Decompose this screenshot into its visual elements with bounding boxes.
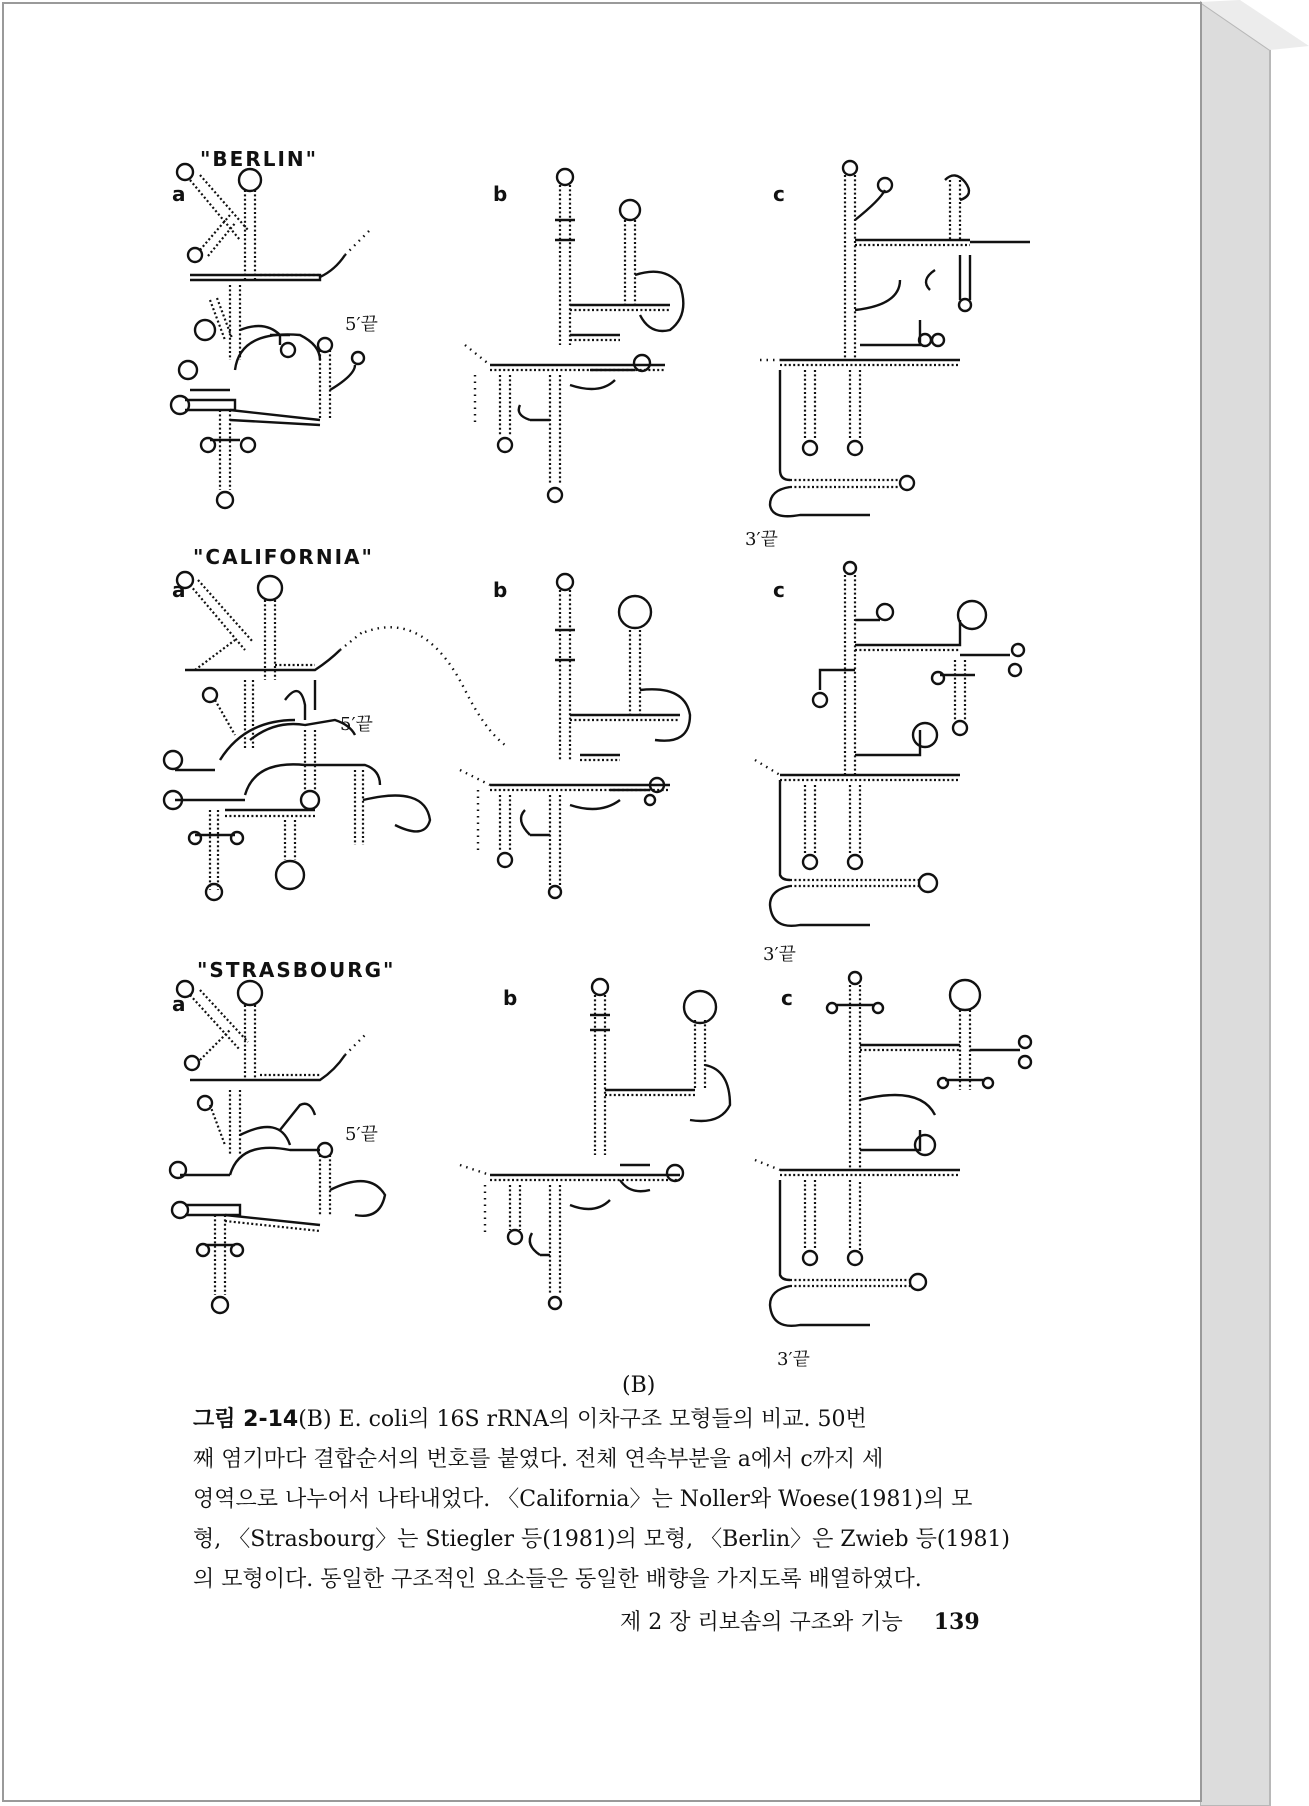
panel-label-california-b: b: [493, 578, 508, 602]
end-label-california-3prime: 3′끝: [763, 944, 796, 965]
page-footer: [620, 1605, 980, 1636]
strasbourg-b-diagram: [470, 975, 730, 1315]
berlin-a-diagram: [170, 160, 420, 510]
end-label-california-5prime: 5′끝: [340, 714, 373, 735]
berlin-c-diagram: [760, 160, 1030, 530]
panel-label-california-c: c: [773, 578, 785, 602]
panel-label-berlin-a: a: [172, 182, 186, 206]
end-label-strasbourg-5prime: 5′끝: [345, 1124, 378, 1145]
panel-label-strasbourg-a: a: [172, 992, 186, 1016]
running-head-chapter: 제 2 장 리보솜의 구조와 기능: [620, 1610, 903, 1635]
california-b-diagram: [470, 570, 730, 900]
caption-line-1: [193, 1400, 999, 1440]
california-c-diagram: [760, 560, 1030, 950]
panel-label-strasbourg-c: c: [781, 986, 793, 1010]
caption-figure-number: 그림 2-14: [193, 1407, 299, 1432]
model-title-strasbourg: "STRASBOURG": [197, 958, 396, 982]
caption-line-2: 째 염기마다 결합순서의 번호를 붙였다. 전체 연속부분을 a에서 c까지 세: [193, 1447, 884, 1472]
end-label-berlin-5prime: 5′끝: [345, 314, 378, 335]
panel-label-berlin-c: c: [773, 182, 785, 206]
model-title-california: "CALIFORNIA": [193, 545, 374, 569]
figure-caption: [193, 1400, 1011, 1600]
caption-text-1: (B) E. coli의 16S rRNA의 이차구조 모형들의 비교. 50번: [298, 1407, 867, 1432]
caption-line-5: 의 모형이다. 동일한 구조적인 요소들은 동일한 배향을 가지도록 배열하였다.: [193, 1567, 922, 1592]
panel-label-berlin-b: b: [493, 182, 508, 206]
panel-label-strasbourg-b: b: [503, 986, 518, 1010]
page-number: 139: [933, 1609, 980, 1635]
berlin-b-diagram: [470, 165, 730, 505]
end-label-strasbourg-3prime: 3′끝: [777, 1349, 810, 1370]
caption-line-3: 영역으로 나누어서 나타내었다. 〈California〉는 Noller와 Woese(1981)의 모: [193, 1487, 973, 1512]
caption-line-4: 형, 〈Strasbourg〉는 Stiegler 등(1981)의 모형, 〈Berlin〉은 Zwieb 등(1981): [193, 1527, 1011, 1552]
book-spine: [1200, 0, 1309, 1806]
model-title-berlin: "BERLIN": [200, 147, 319, 171]
figure-part-label: (B): [622, 1373, 656, 1398]
strasbourg-c-diagram: [760, 970, 1040, 1350]
end-label-berlin-3prime: 3′끝: [745, 529, 778, 550]
panel-label-california-a: a: [172, 578, 186, 602]
strasbourg-a-diagram: [170, 975, 420, 1325]
